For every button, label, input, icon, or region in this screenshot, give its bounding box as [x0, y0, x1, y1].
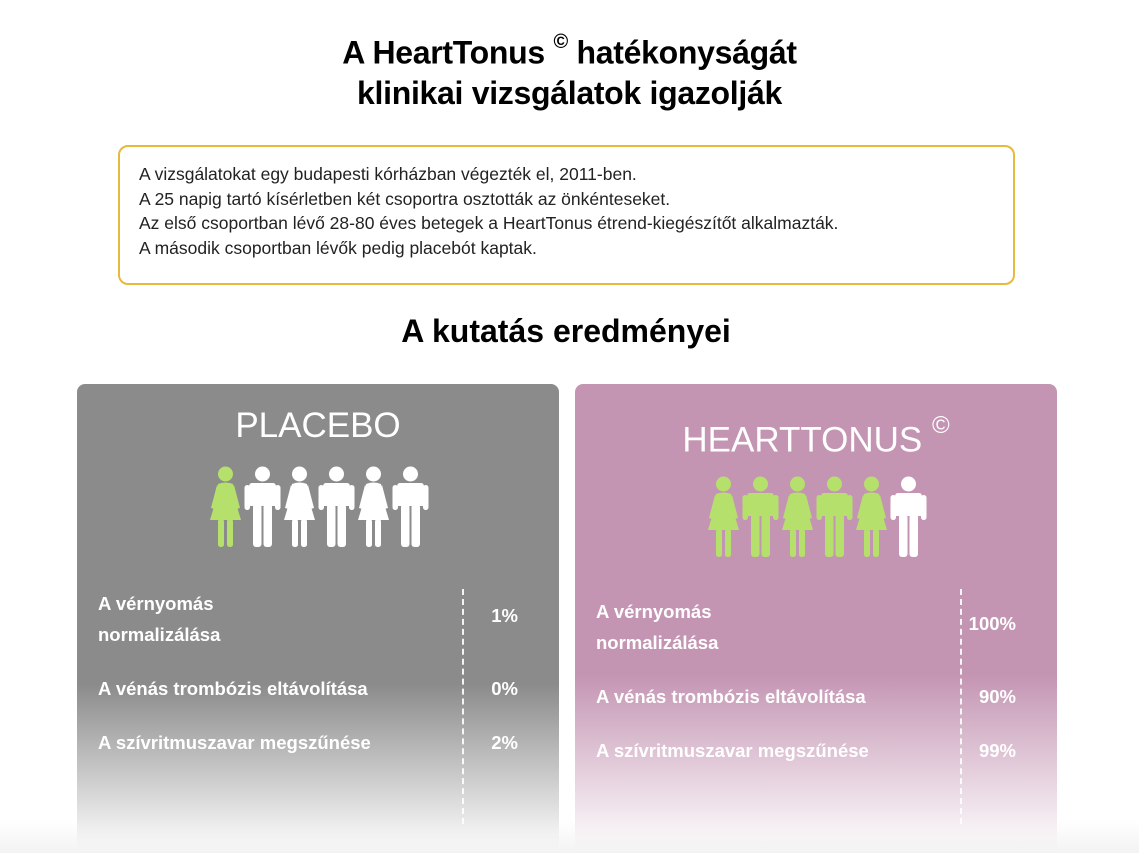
bottom-fade: [0, 820, 1139, 853]
placebo-row-arrhythmia-label: A szívritmuszavar megszűnése: [98, 732, 371, 753]
female-person-icon: [281, 466, 318, 548]
hearttonus-people-icons: [575, 476, 1057, 563]
info-line: A vizsgálatokat egy budapesti kórházban végezték el, 2011-ben.: [139, 164, 637, 184]
row-label-line: A vérnyomás: [596, 601, 712, 622]
male-person-icon: [244, 466, 281, 548]
hearttonus-row-bp-label: [596, 596, 916, 658]
placebo-row-bp-label: [98, 588, 418, 650]
copyright-mark: ©: [553, 31, 568, 53]
hearttonus-row-bp-value: 100%: [968, 613, 1016, 634]
female-person-icon: [705, 476, 742, 558]
hearttonus-row-arrhythmia-value: 99%: [978, 740, 1016, 761]
row-label-line: normalizálása: [98, 624, 221, 645]
hearttonus-card-title: [575, 412, 1057, 461]
row-label-line: A vérnyomás: [98, 593, 214, 614]
hearttonus-title-text: HEARTTONUS: [682, 420, 923, 460]
female-person-icon: [355, 466, 392, 548]
info-line: Az első csoportban lévő 28-80 éves betegek a HeartTonus étrend-kiegészítőt alkalmazták.: [139, 213, 839, 233]
placebo-card: [77, 384, 559, 853]
copyright-mark: ©: [931, 412, 950, 439]
placebo-row-bp-value: 1%: [491, 605, 518, 626]
female-person-icon: [779, 476, 816, 558]
placebo-row-thrombosis-label: A vénás trombózis eltávolítása: [98, 678, 368, 699]
placebo-people-icons: [77, 466, 559, 553]
hearttonus-row-thrombosis-value: 90%: [978, 686, 1016, 707]
hearttonus-card: [575, 384, 1057, 853]
title-brand: A HeartTonus: [342, 34, 545, 71]
male-person-icon: [392, 466, 429, 548]
male-person-icon: [816, 476, 853, 558]
placebo-title-text: PLACEBO: [235, 406, 401, 445]
study-info-box: [118, 145, 1015, 285]
info-line: A 25 napig tartó kísérletben két csoportra osztották az önkénteseket.: [139, 188, 671, 209]
hearttonus-row-thrombosis-label: A vénás trombózis eltávolítása: [596, 686, 866, 707]
row-label-line: normalizálása: [596, 632, 719, 653]
male-person-icon: [742, 476, 779, 558]
male-person-icon: [318, 466, 355, 548]
placebo-row-arrhythmia-value: 2%: [491, 732, 518, 753]
placebo-card-title: [77, 406, 559, 446]
placebo-row-thrombosis-value: 0%: [491, 678, 518, 699]
male-person-icon: [890, 476, 927, 558]
results-heading: A kutatás eredményei: [401, 313, 731, 349]
page-title: [0, 26, 1139, 113]
hearttonus-row-arrhythmia-label: A szívritmuszavar megszűnése: [596, 740, 869, 761]
title-line1-end: hatékonyságát: [576, 34, 797, 71]
female-person-icon: [207, 466, 244, 548]
info-line: A második csoportban lévők pedig placebót kaptak.: [139, 237, 537, 258]
female-person-icon: [853, 476, 890, 558]
page-title-line1: [0, 26, 1139, 73]
page-title-line2: klinikai vizsgálatok igazolják: [357, 74, 782, 111]
